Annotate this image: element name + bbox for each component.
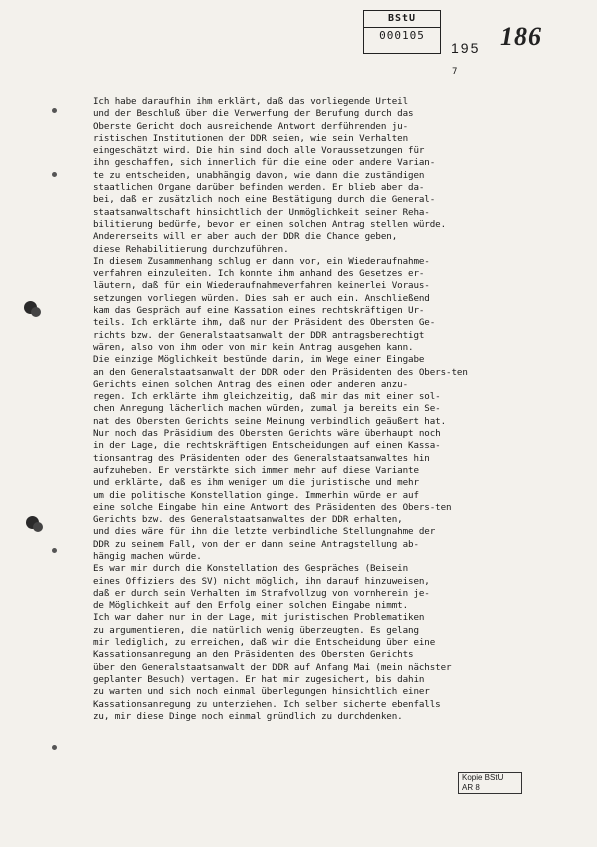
text-line: Oberste Gericht doch ausreichende Antwort derführenden ju- [93, 120, 409, 132]
text-line: nat des Obersten Gerichts seine Meinung verbindlich geäußert hat. [93, 415, 447, 427]
text-line: Andererseits will er aber auch der DDR die Chance geben, [93, 231, 398, 243]
text-line: aufzuheben. Er verstärkte sich immer mehr auf diese Variante [93, 464, 419, 476]
text-line: bilitierung bedürfe, bevor er einen solchen Antrag stellen würde. [93, 218, 447, 230]
text-line: In diesem Zusammenhang schlug er dann vor, ein Wiederaufnahme- [93, 255, 430, 267]
text-line: teils. Ich erklärte ihm, daß nur der Präsident des Obersten Ge- [93, 317, 436, 329]
archive-stamp [363, 10, 441, 54]
text-line: Es war mir durch die Konstellation des Gespräches (Beisein [93, 563, 409, 575]
text-line: Ich war daher nur in der Lage, mit juristischen Problematiken [93, 612, 425, 624]
text-line: staatlichen Organe darüber befinden werden. Er blieb aber da- [93, 182, 425, 194]
text-line: diese Rehabilitierung durchzuführen. [93, 243, 289, 255]
copy-stamp [458, 772, 522, 794]
text-line: de Möglichkeit auf den Erfolg einer solchen Eingabe nimmt. [93, 600, 409, 612]
text-line: regen. Ich erklärte ihm gleichzeitig, daß mir das mit einer sol- [93, 391, 441, 403]
stamp-org: BStU [364, 11, 440, 28]
text-line: in der Lage, die rechtskräftigen Entscheidungen auf einen Kassa- [93, 440, 441, 452]
margin-speck [52, 172, 57, 177]
text-line: und dies wäre für ihn die letzte verbindliche Stellungnahme der [93, 526, 436, 538]
text-line: wären, also von ihm oder von mir kein Antrag ausgehen kann. [93, 341, 414, 353]
text-line: staatsanwaltschaft hinsichtlich der Unmöglichkeit seiner Reha- [93, 206, 430, 218]
text-line: Kassationsanregung zu unterziehen. Ich selber sicherte ebenfalls [93, 698, 441, 710]
text-line: richts bzw. der Generalstaatsanwalt der DDR antragsberechtigt [93, 329, 425, 341]
text-line: te zu entscheiden, unabhängig davon, wie dann die zuständigen [93, 169, 425, 181]
margin-speck [52, 548, 57, 553]
text-line: Nur noch das Präsidium des Obersten Gerichts wäre überhaupt noch [93, 428, 441, 440]
text-line: und der Beschluß über die Verwerfung der Berufung durch das [93, 108, 414, 120]
text-line: verfahren einzuleiten. Ich konnte ihm anhand des Gesetzes er- [93, 268, 425, 280]
text-line: kam das Gespräch auf eine Kassation eines rechtskräftigen Ur- [93, 305, 425, 317]
text-line: eines Offiziers des SV) nicht möglich, ihn darauf hinzuweisen, [93, 575, 430, 587]
text-line: um die politische Konstellation ginge. Immerhin würde er auf [93, 489, 419, 501]
text-line: mir lediglich, zu erreichen, daß wir die Entscheidung über eine [93, 637, 436, 649]
text-line: Kassationsanregung an den Präsidenten des Obersten Gerichts [93, 649, 414, 661]
text-line: und erklärte, daß es ihm weniger um die juristische und mehr [93, 477, 419, 489]
text-line: tionsantrag des Präsidenten oder des Generalstaatsanwaltes hin [93, 452, 430, 464]
text-line: zu warten und sich noch einmal überlegungen hinsichtlich einer [93, 686, 430, 698]
text-line: Ich habe daraufhin ihm erklärt, daß das vorliegende Urteil [93, 96, 409, 107]
punch-hole-lower-shadow [33, 522, 43, 532]
margin-speck [52, 745, 57, 750]
text-line: ihn geschaffen, sich innerlich für die eine oder andere Varian- [93, 157, 436, 169]
text-line: DDR zu seinem Fall, von der er dann seine Antragstellung ab- [93, 538, 419, 550]
document-body-text [93, 96, 523, 723]
punch-hole-upper-shadow [31, 307, 41, 317]
text-line: über den Generalstaatsanwalt der DDR auf Anfang Mai (mein nächster [93, 661, 452, 673]
text-line: eine solche Eingabe hin eine Antwort des Präsidenten des Obers-ten [93, 501, 452, 513]
handwritten-page-number: 186 [500, 22, 542, 51]
margin-speck [52, 108, 57, 113]
text-line: läutern, daß für ein Wiederaufnahmeverfahren keinerlei Voraus- [93, 280, 430, 292]
text-line: bei, daß er zusätzlich noch eine Bestätigung durch die General- [93, 194, 436, 206]
text-line: daß er durch sein Verhalten im Strafvollzug von vornherein je- [93, 587, 430, 599]
printed-page-number: 195 [451, 40, 481, 56]
text-line: setzungen vorliegen würden. Dies sah er auch ein. Anschließend [93, 292, 430, 304]
text-line: zu, mir diese Dinge noch einmal gründlich zu durchdenken. [93, 710, 403, 722]
text-line: hängig machen würde. [93, 550, 202, 562]
stamp-number: 000105 [379, 29, 425, 42]
text-line: Die einzige Möglichkeit bestünde darin, im Wege einer Eingabe [93, 354, 425, 366]
text-line: an den Generalstaatsanwalt der DDR oder den Präsidenten des Obers-ten [93, 366, 468, 378]
text-line: Gerichts bzw. des Generalstaatsanwaltes der DDR erhalten, [93, 514, 403, 526]
copy-stamp-line2: AR 8 [462, 783, 480, 792]
text-line: chen Anregung lächerlich machen würden, zumal ja bereits ein Se- [93, 403, 441, 415]
text-line: eingeschätzt wird. Die hin sind doch alle Voraussetzungen für [93, 145, 425, 157]
text-line: ristischen Institutionen der DDR seien, wie sein Verhalten [93, 132, 409, 144]
text-line: geplanter Besuch) vertagen. Er hat mir zugesichert, bis dahin [93, 673, 425, 685]
sub-page-mark: 7 [452, 67, 458, 77]
text-line: zu argumentieren, die natürlich wenig überzeugten. Es gelang [93, 624, 419, 636]
copy-stamp-line1: Kopie BStU [462, 773, 504, 782]
text-line: Gerichts einen solchen Antrag des einen oder anderen anzu- [93, 378, 409, 390]
